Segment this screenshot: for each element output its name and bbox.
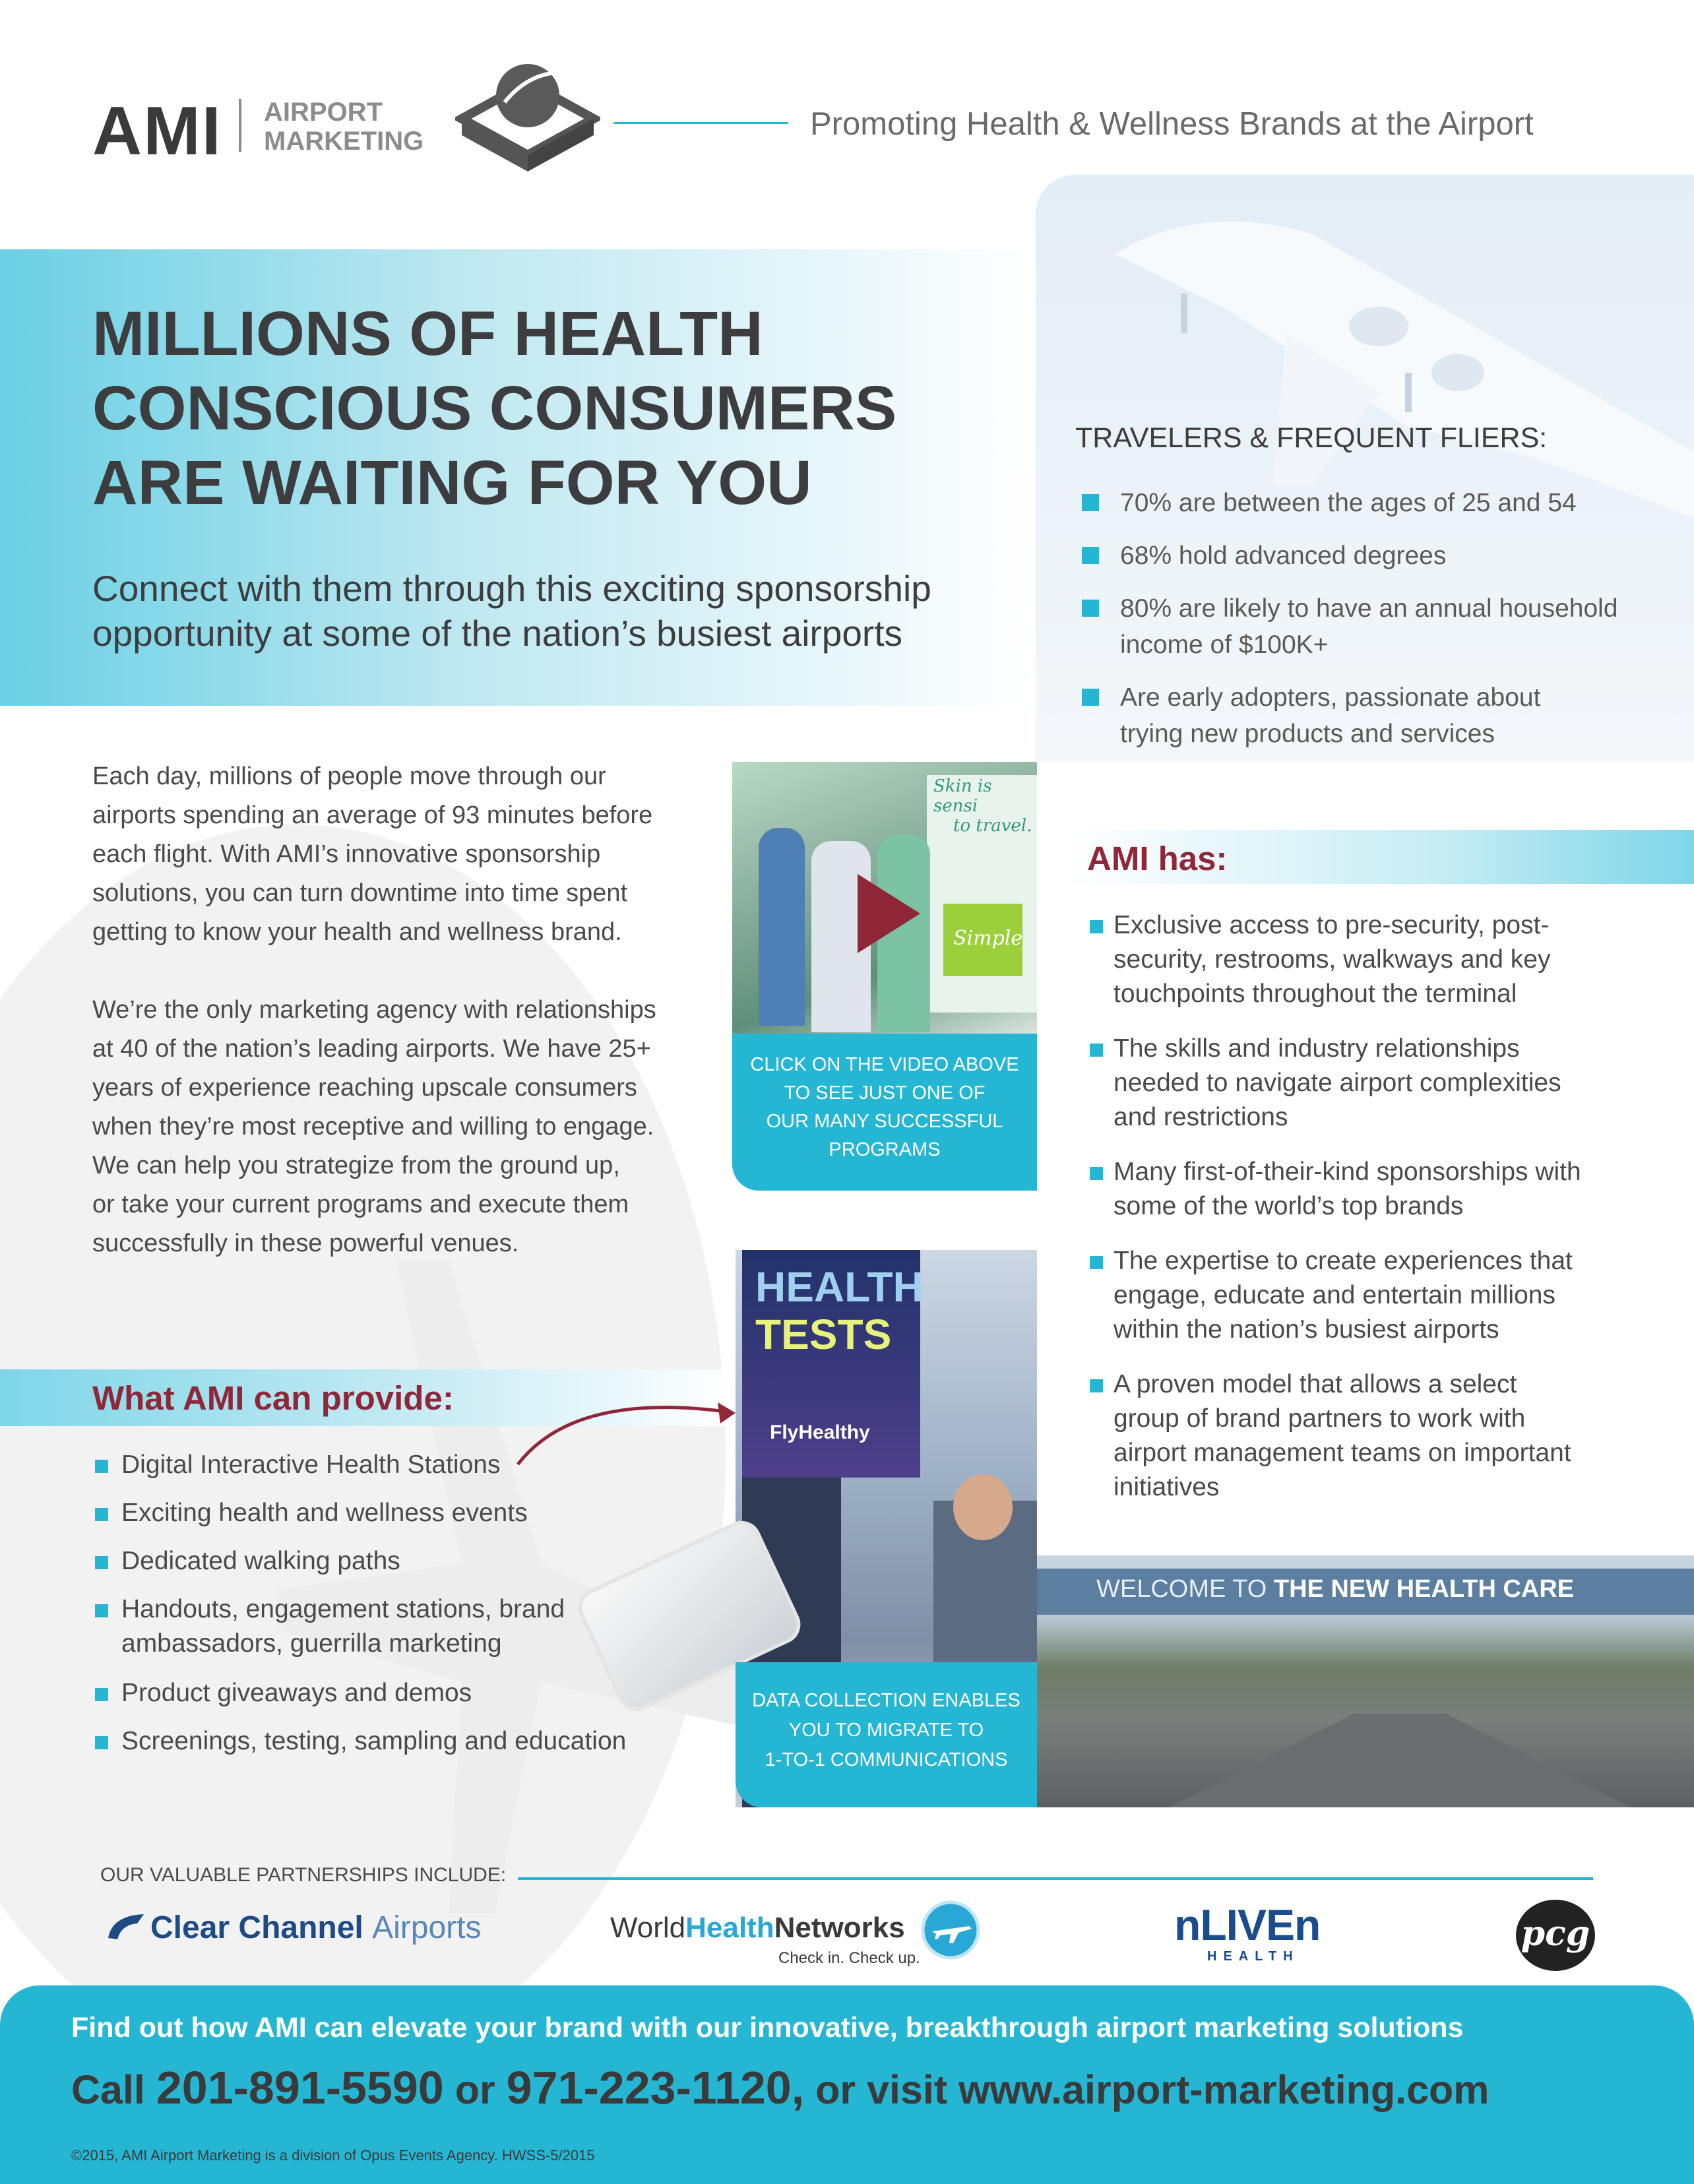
bullet-square-icon: [1090, 1167, 1103, 1180]
stats-item-text: [1120, 679, 1540, 752]
whn-plane-icon: [920, 1900, 981, 1960]
body-line: getting to know your health and wellness brand.: [92, 918, 622, 946]
stats-item: [1082, 485, 1676, 538]
footer-headline: Find out how AMI can elevate your brand with our innovative, breakthrough airport marketing solutions: [71, 2012, 1464, 2044]
stats-item-line: trying new products and services: [1120, 720, 1495, 748]
bullet-square-icon: [1090, 1256, 1103, 1269]
bridge-health-care: THE NEW HEALTH CARE: [1273, 1575, 1575, 1603]
stats-heading: TRAVELERS & FREQUENT FLIERS:: [1075, 422, 1548, 454]
kiosk-screen-text: [755, 1263, 924, 1358]
hero-title: [92, 297, 1069, 520]
provide-item: [95, 1544, 728, 1592]
ami-has-line: airport management teams on important: [1114, 1439, 1571, 1467]
ami-has-line: some of the world’s top brands: [1114, 1192, 1464, 1220]
ami-has-line: initiatives: [1114, 1473, 1220, 1501]
logo-globe-plane-icon: [455, 56, 600, 175]
bullet-square-icon: [95, 1508, 108, 1521]
partners-rule: [518, 1877, 1593, 1880]
ami-has-item: [1090, 1367, 1683, 1513]
bullet-square-icon: [95, 1604, 108, 1617]
clear-channel-swoosh-icon: [106, 1912, 146, 1942]
partners-label: OUR VALUABLE PARTNERSHIPS INCLUDE:: [100, 1864, 507, 1886]
provide-item-text: Product giveaways and demos: [121, 1679, 472, 1707]
footer-call-label: Call: [71, 2067, 145, 2112]
footer-website-link[interactable]: or visit www.airport-marketing.com: [815, 2067, 1490, 2112]
ami-has-title: AMI has:: [1087, 840, 1228, 877]
hero-subtitle-line: opportunity at some of the nation’s busiest airports: [92, 613, 903, 654]
tagline: Promoting Health & Wellness Brands at the Airport: [810, 106, 1534, 142]
body-line: We can help you strategize from the ground up,: [92, 1152, 620, 1179]
body-paragraph-2: [92, 991, 726, 1263]
bullet-square-icon: [95, 1556, 108, 1569]
bullet-square-icon: [1082, 547, 1099, 564]
ami-has-item-text: [1114, 1367, 1571, 1505]
kiosk-caption-line: DATA COLLECTION ENABLES: [752, 1690, 1020, 1711]
flyhealthy-brand: FlyHealthy: [770, 1421, 870, 1443]
whn-health: Health: [685, 1912, 774, 1944]
ami-has-item: [1090, 1244, 1683, 1367]
provide-item-text: Exciting health and wellness events: [121, 1499, 528, 1527]
ami-has-line: engage, educate and entertain millions: [1114, 1281, 1555, 1309]
clear-channel-name: Clear Channel: [150, 1910, 363, 1945]
body-line: when they’re most receptive and willing to engage.: [92, 1113, 654, 1140]
body-paragraph-1: [92, 757, 726, 952]
provide-title: What AMI can provide:: [92, 1379, 454, 1417]
provide-item: [95, 1448, 728, 1496]
ami-has-item: [1090, 908, 1683, 1032]
logo-subtitle: [264, 98, 424, 156]
ami-has-line: A proven model that allows a select: [1114, 1370, 1517, 1398]
video-sign-line: Skin is sensi: [933, 776, 992, 816]
stats-item-line: Are early adopters, passionate about: [1120, 683, 1541, 712]
video-caption: [732, 1034, 1037, 1191]
body-line: airports spending an average of 93 minutes before: [92, 801, 653, 829]
ami-has-line: needed to navigate airport complexities: [1114, 1069, 1561, 1097]
body-line: solutions, you can turn downtime into time spent: [92, 879, 628, 907]
logo-ami: AMI: [92, 93, 222, 170]
body-copy: [92, 757, 726, 1263]
ami-has-line: touchpoints throughout the terminal: [1114, 980, 1517, 1008]
video-caption-line: PROGRAMS: [829, 1139, 941, 1160]
hero-title-line: CONSCIOUS CONSUMERS: [92, 373, 897, 443]
stats-item: [1082, 538, 1676, 590]
video-caption-line: OUR MANY SUCCESSFUL: [766, 1111, 1003, 1132]
provide-item: [95, 1676, 728, 1724]
provide-item-text: Dedicated walking paths: [121, 1547, 400, 1575]
kiosk-caption-line: 1-TO-1 COMMUNICATIONS: [765, 1749, 1008, 1770]
video-caption-line: CLICK ON THE VIDEO ABOVE: [750, 1054, 1019, 1075]
bullet-square-icon: [95, 1736, 108, 1749]
clear-channel-logo[interactable]: [150, 1910, 481, 1946]
bullet-square-icon: [1090, 1379, 1103, 1392]
bullet-square-icon: [1082, 600, 1099, 617]
ami-has-line: The skills and industry relationships: [1114, 1034, 1520, 1063]
provide-item: [95, 1724, 728, 1772]
ami-has-line: group of brand partners to work with: [1114, 1404, 1526, 1433]
ami-has-list: [1090, 908, 1683, 1513]
video-caption-line: TO SEE JUST ONE OF: [784, 1082, 986, 1104]
footer-phone-1[interactable]: 201-891-5590: [156, 2062, 444, 2113]
ami-has-item: [1090, 1155, 1683, 1244]
play-icon[interactable]: [858, 874, 920, 953]
world-health-networks-logo[interactable]: [610, 1912, 905, 1945]
whn-tagline: Check in. Check up.: [778, 1949, 920, 1967]
logo-subtitle-line1: AIRPORT: [264, 98, 383, 127]
ami-has-line: Many first-of-their-kind sponsorships with: [1114, 1158, 1581, 1186]
ami-has-item-text: [1114, 1032, 1561, 1135]
bullet-square-icon: [95, 1460, 108, 1473]
body-line: Each day, millions of people move through our: [92, 763, 606, 790]
stats-item-text: 70% are between the ages of 25 and 54: [1120, 489, 1577, 517]
bullet-square-icon: [1090, 920, 1103, 933]
ami-has-line: The expertise to create experiences that: [1114, 1247, 1573, 1275]
stats-list: [1082, 485, 1676, 759]
bullet-square-icon: [95, 1688, 108, 1701]
hero-title-line: ARE WAITING FOR YOU: [92, 448, 812, 518]
bridge-welcome: WELCOME TO: [1096, 1575, 1267, 1603]
bullet-square-icon: [1082, 689, 1099, 706]
nliven-health: HEALTH: [1207, 1949, 1300, 1964]
nliven-logo[interactable]: nLIVEn: [1174, 1900, 1321, 1949]
body-line: successfully in these powerful venues.: [92, 1230, 519, 1257]
ami-has-item-text: [1114, 908, 1551, 1011]
provide-item-text: Digital Interactive Health Stations: [121, 1451, 501, 1479]
clear-channel-airports: Airports: [372, 1910, 482, 1945]
ami-has-line: Exclusive access to pre-security, post-: [1114, 911, 1550, 939]
stats-item-text: [1120, 590, 1618, 663]
ami-has-line: and restrictions: [1114, 1103, 1288, 1131]
person-figure: [759, 828, 805, 1026]
kiosk-caption-line: YOU TO MIGRATE TO: [788, 1720, 984, 1741]
whn-world: World: [610, 1912, 686, 1944]
stats-item: [1082, 590, 1676, 679]
welcome-bridge-image: [1037, 1555, 1694, 1807]
road-surface: [1169, 1714, 1631, 1807]
body-line: each flight. With AMI’s innovative sponsorship: [92, 840, 601, 868]
provide-list: [95, 1448, 728, 1772]
kiosk-caption: [736, 1662, 1037, 1807]
ami-has-line: within the nation’s busiest airports: [1114, 1315, 1499, 1344]
logo-divider: [239, 99, 241, 152]
pcg-logo[interactable]: pcg: [1516, 1900, 1595, 1971]
ami-has-item-text: [1114, 1155, 1581, 1224]
body-line: years of experience reaching upscale consumers: [92, 1074, 637, 1102]
video-brand-text: Simple: [953, 927, 1023, 950]
bullet-square-icon: [1082, 494, 1099, 511]
provide-item: [95, 1592, 728, 1676]
provide-item-text: [121, 1592, 565, 1661]
hero-subtitle: [92, 566, 1036, 656]
provide-item-text: Screenings, testing, sampling and education: [121, 1727, 627, 1755]
body-line: at 40 of the nation’s leading airports. We have 25+: [92, 1035, 651, 1063]
video-sign-line: to travel.: [953, 816, 1032, 836]
stats-item-text: 68% hold advanced degrees: [1120, 542, 1447, 570]
ami-has-item-text: [1114, 1244, 1573, 1347]
bridge-banner-text: [1096, 1575, 1574, 1604]
footer-copyright: ©2015, AMI Airport Marketing is a division of Opus Events Agency. HWSS-5/2015: [71, 2147, 595, 2164]
provide-line: ambassadors, guerrilla marketing: [121, 1629, 502, 1658]
bullet-square-icon: [1090, 1044, 1103, 1057]
video-sign-text: [933, 776, 1037, 836]
footer-contact: [71, 2061, 1490, 2114]
footer-phone-2[interactable]: 971-223-1120,: [506, 2062, 805, 2113]
stats-item-line: income of $100K+: [1120, 631, 1329, 659]
footer-or: or: [455, 2067, 495, 2112]
hero-subtitle-line: Connect with them through this exciting sponsorship: [92, 568, 931, 609]
body-line: We’re the only marketing agency with relationships: [92, 996, 656, 1024]
body-line: or take your current programs and execute them: [92, 1191, 629, 1218]
kiosk-screen-line: HEALTH: [755, 1263, 924, 1311]
whn-networks: Networks: [774, 1912, 905, 1944]
kiosk-screen-line: TESTS: [755, 1311, 892, 1358]
header-rule: [613, 122, 788, 124]
provide-item: [95, 1496, 728, 1544]
attendant-head: [953, 1474, 1013, 1540]
hero-title-line: MILLIONS OF HEALTH: [92, 299, 763, 369]
logo-subtitle-line2: MARKETING: [264, 127, 424, 156]
ami-has-line: security, restrooms, walkways and key: [1114, 945, 1551, 974]
stats-item: [1082, 679, 1676, 759]
provide-line: Handouts, engagement stations, brand: [121, 1595, 565, 1623]
stats-item-line: 80% are likely to have an annual household: [1120, 594, 1618, 623]
ami-has-item: [1090, 1032, 1683, 1155]
